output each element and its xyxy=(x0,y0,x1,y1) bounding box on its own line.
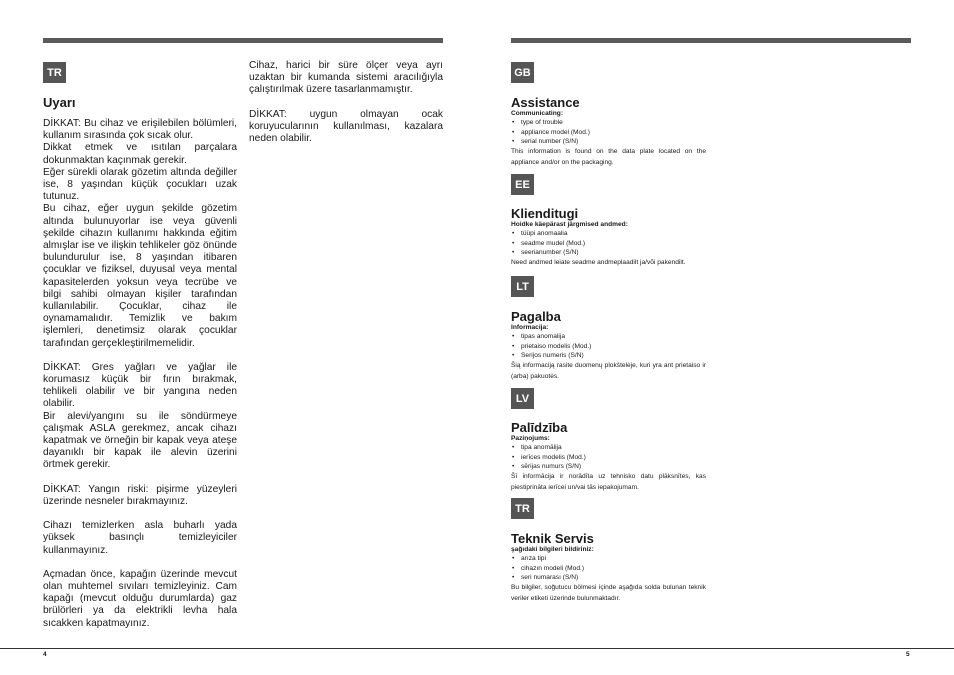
section-title: Teknik Servis xyxy=(511,531,594,546)
list-item xyxy=(511,462,706,471)
list-item xyxy=(511,118,706,127)
warning-paragraph: Cihaz, harici bir süre ölçer veya ayrı uzaktan bir kumanda sistemi aracılığıyla çalıştırılmak üzere tasarlanmamıştır. xyxy=(249,60,443,96)
warning-paragraph: DİKKAT: Yangın riski: pişirme yüzeyleri üzerinde nesneler bırakmayınız. xyxy=(43,483,237,507)
list-item-text: seri numarası (S/N) xyxy=(521,573,579,581)
section-lead: şağıdaki bilgileri bildiriniz: xyxy=(511,546,594,553)
list-item-text: arıza tipi xyxy=(521,555,546,563)
warning-paragraph: Açmadan önce, kapağın üzerinde mevcut olan muhtemel sıvıları temizleyiniz. Cam kapağı (mevcut olduğu durumlarda) gaz brülörleri ya da elektrikli levha hala sıcakken kapatmayınız. xyxy=(43,568,237,629)
list-item xyxy=(511,351,706,360)
list-item xyxy=(511,248,706,257)
language-badge-tr: TR xyxy=(43,62,66,83)
bullet-icon: • xyxy=(512,453,515,461)
list-item xyxy=(511,239,706,248)
list-item-text: serial number (S/N) xyxy=(521,137,579,145)
list-item xyxy=(511,332,706,341)
left-header-bar xyxy=(43,38,443,43)
warning-paragraph: Eğer sürekli olarak gözetim altında değiller ise, 8 yaşından küçük çocukları uzak tutunuz. xyxy=(43,166,237,203)
section-title: Klienditugi xyxy=(511,206,579,221)
bullet-icon: • xyxy=(512,444,515,452)
list-item-text: tipa anomālija xyxy=(521,444,562,452)
info-list xyxy=(511,118,706,146)
language-badge-tr: TR xyxy=(511,498,534,519)
list-item-text: ierīces modelis (Mod.) xyxy=(521,453,586,461)
service-section xyxy=(511,206,706,268)
service-section xyxy=(511,531,706,604)
list-item-text: cihazın modeli (Mod.) xyxy=(521,564,585,572)
bullet-icon: • xyxy=(512,333,515,341)
bullet-icon: • xyxy=(512,230,515,238)
language-badge-ee: EE xyxy=(511,174,534,195)
info-list xyxy=(511,332,706,360)
footer-rule xyxy=(0,648,954,649)
bullet-icon: • xyxy=(512,128,515,136)
list-item-text: prietaiso modelis (Mod.) xyxy=(521,342,592,350)
section-lead: Communicating: xyxy=(511,110,564,117)
info-list xyxy=(511,229,706,257)
section-lead: Hoidke käepärast järgmised andmed: xyxy=(511,221,628,228)
bullet-icon: • xyxy=(512,137,515,145)
bullet-icon: • xyxy=(512,573,515,581)
language-badge-lt: LT xyxy=(511,276,534,297)
bullet-icon: • xyxy=(512,462,515,470)
info-list xyxy=(511,554,706,582)
warning-paragraph: DİKKAT: Bu cihaz ve erişilebilen bölümleri, kullanım sırasında çok sıcak olur. xyxy=(43,118,237,142)
section-title: Pagalba xyxy=(511,309,561,324)
section-lead: Paziņojums: xyxy=(511,435,550,442)
section-note: Šią informaciją rasite duomenų plokštelėje, kuri yra ant prietaiso ir (arba) pakuotės. xyxy=(511,362,706,381)
service-section xyxy=(511,95,706,168)
list-item xyxy=(511,453,706,462)
service-section xyxy=(511,309,706,382)
section-title: Palīdzība xyxy=(511,420,568,435)
list-item xyxy=(511,137,706,146)
list-item-text: sērijas numurs (S/N) xyxy=(521,462,582,470)
list-item xyxy=(511,229,706,238)
list-item xyxy=(511,342,706,351)
warning-paragraph: Cihazı temizlerken asla buharlı yada yüksek basınçlı temizleyiciler kullanmayınız. xyxy=(43,520,237,556)
list-item-text: tipas anomalija xyxy=(521,333,565,341)
list-item xyxy=(511,554,706,563)
section-note: Need andmed leiate seadme andmeplaadilt ja/või pakendilt. xyxy=(511,259,686,267)
list-item-text: tüüpi anomaalia xyxy=(521,230,568,238)
warning-paragraph: Bir alevi/yangını su ile söndürmeye çalışmak ASLA gerekmez, ancak cihazı kapatmak ve örneğin bir kapak veya ateşe dayanıklı bir kapak ile alevin üzerini örtmek gerekir. xyxy=(43,410,237,471)
right-header-bar xyxy=(511,38,911,43)
bullet-icon: • xyxy=(512,119,515,127)
section-note: Šī informācija ir norādīta uz tehnisko datu plāksnītes, kas piestiprināta ierīcei un/vai tās iepakojumam. xyxy=(511,473,706,492)
bullet-icon: • xyxy=(512,342,515,350)
right-column xyxy=(249,60,443,145)
list-item xyxy=(511,573,706,582)
info-list xyxy=(511,443,706,471)
section-note: This information is found on the data plate located on the appliance and/or on the packaging. xyxy=(511,148,706,167)
warning-title: Uyarı xyxy=(43,95,76,110)
page-number-right: 5 xyxy=(906,651,910,658)
page-number-left: 4 xyxy=(43,651,47,658)
section-lead: Informacija: xyxy=(511,324,549,331)
bullet-icon: • xyxy=(512,564,515,572)
list-item-text: seerianumber (S/N) xyxy=(521,248,579,256)
bullet-icon: • xyxy=(512,248,515,256)
list-item-text: Serijos numeris (S/N) xyxy=(521,351,584,359)
list-item xyxy=(511,564,706,573)
warning-paragraph: Bu cihaz, eğer uygun şekilde gözetim altında bulunuyorlar ise veya güvenli şekilde cihazın kullanımı hakkında eğitim almışlar ise ve ilişkin tehlikeler göz önünde bulundurulur ise, 8 yaşından itibaren çocuklar ve fiziksel, duyusal veya mental kapasitelerden yoksun veya tecrübe ve bilgi sahibi olmayan kişiler tarafından kullanılabilir. Çocuklar, cihaz ile oynamamalıdır. Temizlik ve bakım işlemleri, denetimsiz olarak çocuklar tarafından gerçekleştirilmemelidir. xyxy=(43,203,237,349)
section-title: Assistance xyxy=(511,95,580,110)
service-section xyxy=(511,420,706,493)
list-item xyxy=(511,128,706,137)
warning-paragraph: DİKKAT: uygun olmayan ocak koruyucularının kullanılması, kazalara neden olabilir. xyxy=(249,108,443,145)
list-item-text: appliance model (Mod.) xyxy=(521,128,590,136)
bullet-icon: • xyxy=(512,555,515,563)
warning-paragraph: DİKKAT: Gres yağları ve yağlar ile korumasız küçük bir fırın bırakmak, tehlikeli olabilir ve bir yangına neden olabilir. xyxy=(43,361,237,410)
language-badge-gb: GB xyxy=(511,62,534,83)
left-column xyxy=(43,118,237,630)
list-item-text: seadme mudel (Mod.) xyxy=(521,239,586,247)
bullet-icon: • xyxy=(512,351,515,359)
list-item xyxy=(511,443,706,452)
language-badge-lv: LV xyxy=(511,388,534,409)
list-item-text: type of trouble xyxy=(521,119,563,127)
section-note: Bu bilgiler, soğutucu bölmesi içinde aşağıda solda bulunan teknik veriler etiketi üzerinde bulunmaktadır. xyxy=(511,584,706,603)
bullet-icon: • xyxy=(512,239,515,247)
warning-paragraph: Dikkat etmek ve ısıtılan parçalara dokunmaktan kaçınmak gerekir. xyxy=(43,142,237,166)
